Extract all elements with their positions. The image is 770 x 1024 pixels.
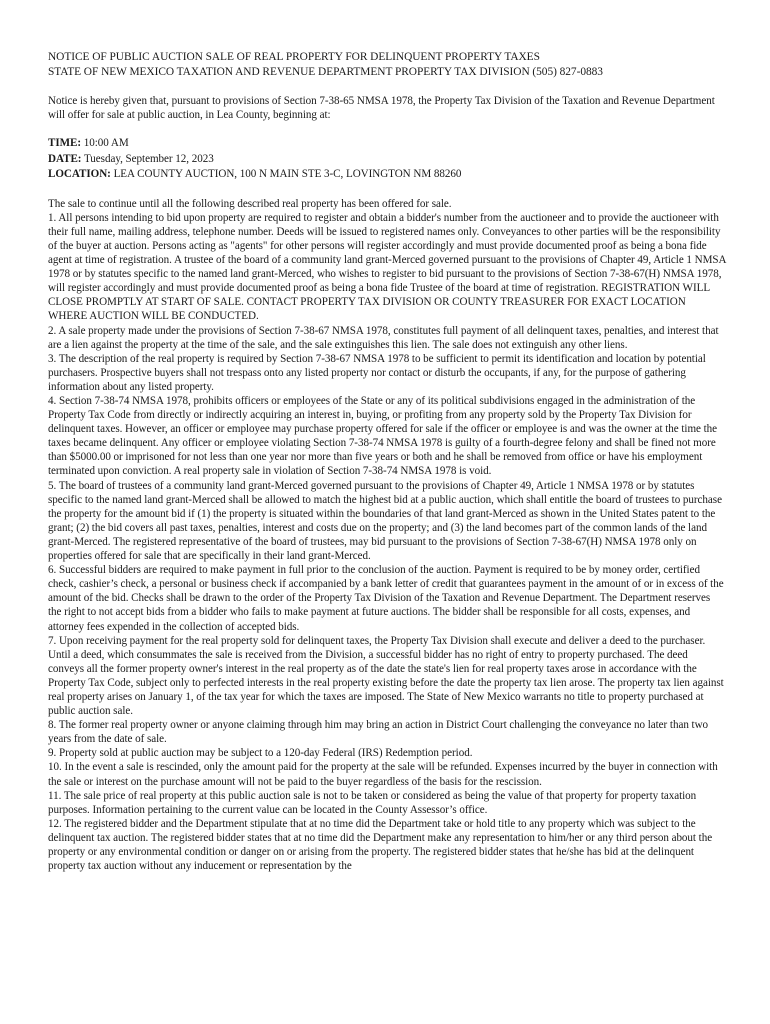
list-item: 6. Successful bidders are required to make payment in full prior to the conclusion of the auction. Payment is required to be by money order, certified check, cashier’s check, a personal or business check if accompanied by a bank letter of credit that guarantees payment in the amount of or in excess of the amount of the bid. Checks shall be drawn to the order of the Property Tax Division of the Taxation and Revenue Department. The Department reserves the right to not accept bids from a bidder who fails to make payment at future auctions. The bidder shall be responsible for all costs, expenses, and attorney fees expended in the collection of accepted bids. bbox=[48, 564, 724, 633]
notice-document bbox=[48, 50, 726, 873]
location-label: LOCATION: bbox=[48, 168, 111, 181]
notice-title: NOTICE OF PUBLIC AUCTION SALE OF REAL PROPERTY FOR DELINQUENT PROPERTY TAXES bbox=[48, 51, 540, 63]
list-item: 12. The registered bidder and the Department stipulate that at no time did the Department take or hold title to any property which was subject to the delinquent tax auction. The registered bidder states that at no time did the Department make any representation to him/her or any third person about the property or any environmental condition or danger on or arising from the property. The registered bidder states that he/she has bid at the delinquent property tax auction without any inducement or representation by the bbox=[48, 817, 713, 873]
list-item: 7. Upon receiving payment for the real property sold for delinquent taxes, the Property Tax Division shall execute and deliver a deed to the purchaser. Until a deed, which consummates the sale is received from the Division, a successful bidder has no right of entry to property purchased. The deed conveys all the former property owner's interest in the real property as of the date the state's lien for real property taxes arose in accordance with the Property Tax Code, subject only to perfected interests in the real property existing before the date the property tax lien arose. The property tax lien against real property arises on January 1, of the tax year for which the taxes are imposed. The State of New Mexico warrants no title to property purchased at public auction sale. bbox=[48, 634, 724, 718]
time-value: 10:00 AM bbox=[81, 137, 129, 150]
terms-list bbox=[48, 211, 726, 873]
list-item: 2. A sale property made under the provisions of Section 7-38-67 NMSA 1978, constitutes full payment of all delinquent taxes, penalties, and interest that are a lien against the property at the time of the sale, and the sale extinguishes this lien. The sale does not extinguish any other liens. bbox=[48, 324, 719, 351]
auction-location bbox=[48, 167, 726, 183]
list-item: 8. The former real property owner or anyone claiming through him may bring an action in District Court challenging the conveyance no later than two years from the date of sale. bbox=[48, 719, 709, 746]
list-item: 4. Section 7-38-74 NMSA 1978, prohibits officers or employees of the State or any of its political subdivisions engaged in the administration of the Property Tax Code from directly or indirectly acquiring an interest in, buying, or profiting from any property sold by the Property Tax Division for delinquent taxes. However, an officer or employee may purchase property offered for sale if the officer or employee is and was the owner at the time the taxes became delinquent. Any officer or employee violating Section 7-38-74 NMSA 1978 is guilty of a fourth-degree felony and shall be fined not more than $5000.00 or imprisoned for not less than one year nor more than five years or both and he shall be removed from office or have his employment terminated upon conviction. A real property sale in violation of Section 7-38-74 NMSA 1978 is void. bbox=[48, 395, 718, 478]
auction-time bbox=[48, 136, 726, 152]
list-item: 10. In the event a sale is rescinded, only the amount paid for the property at the sale will be refunded. Expenses incurred by the buyer in connection with the sale or interest on the purchase amount will not be paid to the buyer regardless of the basis for the rescission. bbox=[48, 761, 718, 788]
list-item: 11. The sale price of real property at this public auction sale is not to be taken or considered as being the value of that property for property taxation purposes. Information pertaining to the current value can be located in the County Assessor’s office. bbox=[48, 789, 697, 816]
continue-paragraph: The sale to continue until all the following described real property has been offered for sale. bbox=[48, 197, 452, 210]
intro-paragraph: Notice is hereby given that, pursuant to provisions of Section 7-38-65 NMSA 1978, the Property Tax Division of the Taxation and Revenue Department will offer for sale at public auction, in Lea County, beginning at: bbox=[48, 95, 715, 122]
auction-date bbox=[48, 152, 726, 168]
location-value: LEA COUNTY AUCTION, 100 N MAIN STE 3-C, LOVINGTON NM 88260 bbox=[110, 168, 462, 181]
list-item: 1. All persons intending to bid upon property are required to register and obtain a bidder's number from the auctioneer and to provide the auctioneer with their full name, mailing address, telephone number. Deeds will be issued to registered names only. Conveyances to other parties will be the responsibility of the buyer at auction. Persons acting as "agents" for other persons will register accordingly and must provide documented proof as being a bona fide agent at time of registration. A trustee of the board of a community land grant-Merced governed pursuant to the provisions of Chapter 49, Article 1 NMSA 1978 or by statutes specific to the named land grant-Merced, who wishes to register to bid pursuant to the provisions of Section 7-38-67(H) NMSA 1978, will register accordingly and must provide documented proof as being a bona fide Trustee of the board at time of registration. REGISTRATION WILL CLOSE PROMPTLY AT START OF SALE. CONTACT PROPERTY TAX DIVISION OR COUNTY TREASURER FOR EXACT LOCATION WHERE AUCTION WILL BE CONDUCTED. bbox=[48, 211, 726, 323]
list-item: 3. The description of the real property is required by Section 7-38-67 NMSA 1978 to be sufficient to permit its identification and location by potential purchasers. Prospective buyers shall not trespass onto any listed property nor contact or disturb the occupants, if any, for the purpose of gathering information about any listed property. bbox=[48, 352, 706, 393]
date-label: DATE: bbox=[48, 152, 82, 165]
notice-header bbox=[48, 50, 726, 80]
auction-details bbox=[48, 136, 726, 183]
date-value: Tuesday, September 12, 2023 bbox=[81, 152, 214, 165]
list-item: 9. Property sold at public auction may be subject to a 120-day Federal (IRS) Redemption period. bbox=[48, 747, 473, 760]
time-label: TIME: bbox=[48, 137, 82, 150]
notice-agency-line: STATE OF NEW MEXICO TAXATION AND REVENUE DEPARTMENT PROPERTY TAX DIVISION (505) 827-0883 bbox=[48, 66, 603, 78]
list-item: 5. The board of trustees of a community land grant-Merced governed pursuant to the provisions of Chapter 49, Article 1 NMSA 1978 or by statutes specific to the named land grant-Merced shall be allowed to match the highest bid at a public auction, which shall entitle the board of trustees to purchase the property for the amount bid if (1) the property is situated within the boundaries of that land grant-Merced as shown in the United States patent to the grant; (2) the bid covers all past taxes, penalties, interest and costs due on the property; and (3) the land becomes part of the common lands of the land grant-Merced. The registered representative of the board of trustees, may bid pursuant to the provisions of Section 7-38-67(H) NMSA 1978 only on properties offered for sale that are specifically in their land grant-Merced. bbox=[48, 479, 722, 563]
